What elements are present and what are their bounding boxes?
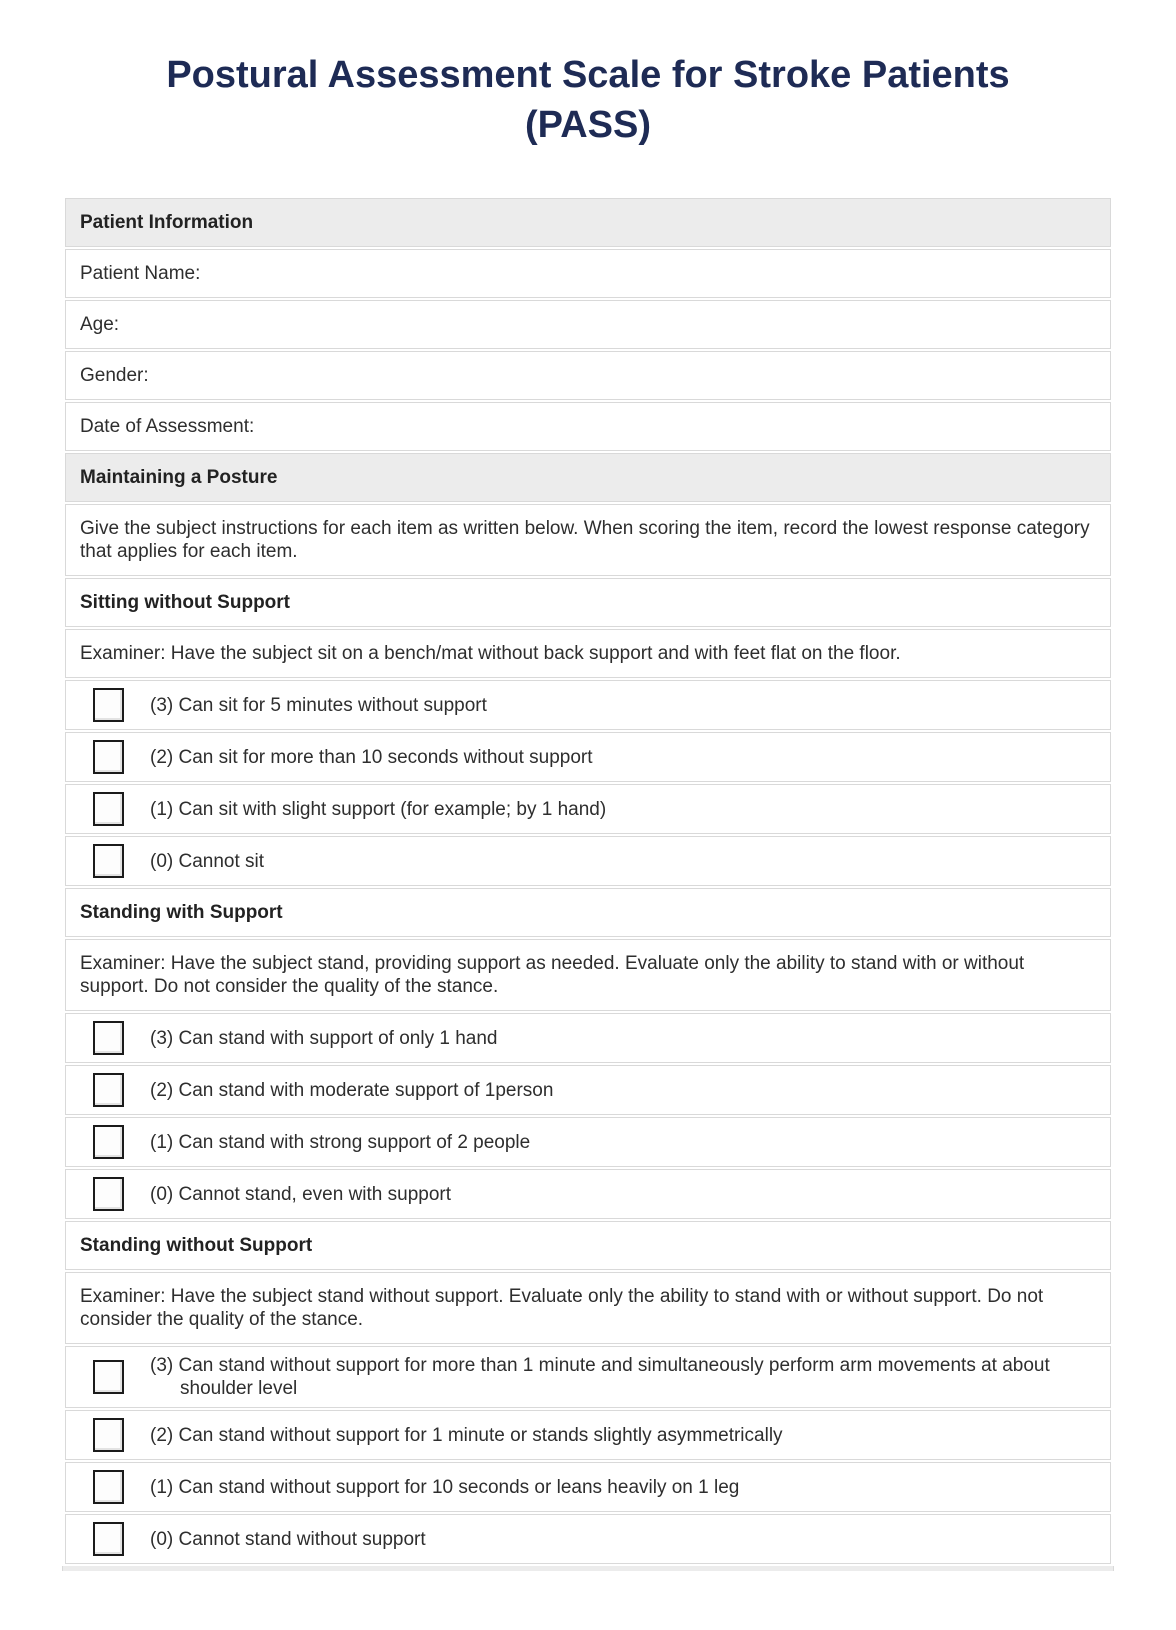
option-row <box>65 732 1111 782</box>
table-row <box>65 453 1111 502</box>
option-row <box>65 1013 1111 1063</box>
table-row <box>65 1013 1111 1063</box>
subsection-header-standing-without-support: Standing without Support <box>65 1221 1111 1270</box>
table-row <box>65 1346 1111 1408</box>
option-row <box>65 680 1111 730</box>
sitting-without-support-score-1-checkbox[interactable] <box>93 792 124 826</box>
table-row <box>65 1117 1111 1167</box>
examiner-instruction-sitting-without-support: Examiner: Have the subject sit on a bench/mat without back support and with feet flat on the floor. <box>65 629 1111 678</box>
table-row <box>65 300 1111 349</box>
section-header-maintaining-a-posture: Maintaining a Posture <box>65 453 1111 502</box>
table-row <box>65 939 1111 1011</box>
table-row <box>65 402 1111 451</box>
gender-field[interactable]: Gender: <box>65 351 1111 400</box>
sitting-without-support-score-0-checkbox[interactable] <box>93 844 124 878</box>
option-row <box>65 1514 1111 1564</box>
standing-without-support-score-1-checkbox[interactable] <box>93 1470 124 1504</box>
scoring-instructions-text: Give the subject instructions for each item as written below. When scoring the item, record the lowest response category that applies for each item. <box>65 504 1111 576</box>
option-label: (3) Can stand with support of only 1 hand <box>150 1027 498 1049</box>
table-row <box>65 1462 1111 1512</box>
option-label: (1) Can stand with strong support of 2 people <box>150 1131 531 1153</box>
page-title <box>83 50 1093 150</box>
table-row <box>65 249 1111 298</box>
table-row <box>65 1221 1111 1270</box>
examiner-instruction-standing-with-support: Examiner: Have the subject stand, providing support as needed. Evaluate only the ability to stand with or without support. Do not consider the quality of the stance. <box>65 939 1111 1011</box>
table-row <box>65 1272 1111 1344</box>
option-row <box>65 784 1111 834</box>
option-label: (3) Can sit for 5 minutes without support <box>150 694 487 716</box>
standing-without-support-score-2-checkbox[interactable] <box>93 1418 124 1452</box>
option-label: (2) Can stand without support for 1 minute or stands slightly asymmetrically <box>150 1424 783 1446</box>
next-section-partial-row <box>62 1566 1114 1571</box>
sitting-without-support-score-3-checkbox[interactable] <box>93 688 124 722</box>
option-row <box>65 1410 1111 1460</box>
option-row <box>65 1462 1111 1512</box>
table-row <box>65 732 1111 782</box>
date-of-assessment-field[interactable]: Date of Assessment: <box>65 402 1111 451</box>
table-row <box>65 504 1111 576</box>
option-row <box>65 1117 1111 1167</box>
page-title-line-1: Postural Assessment Scale for Stroke Patients <box>166 54 1010 96</box>
standing-with-support-score-0-checkbox[interactable] <box>93 1177 124 1211</box>
option-label: (3) Can stand without support for more than 1 minute and simultaneously perform arm movements at about shoulder level <box>150 1355 1050 1399</box>
table-row <box>65 888 1111 937</box>
examiner-instruction-standing-without-support: Examiner: Have the subject stand without support. Evaluate only the ability to stand with or without support. Do not consider the quality of the stance. <box>65 1272 1111 1344</box>
option-row <box>65 1169 1111 1219</box>
option-label: (1) Can stand without support for 10 seconds or leans heavily on 1 leg <box>150 1476 740 1498</box>
standing-without-support-score-0-checkbox[interactable] <box>93 1522 124 1556</box>
table-row <box>65 1514 1111 1564</box>
option-label: (2) Can stand with moderate support of 1person <box>150 1079 554 1101</box>
option-label: (0) Cannot sit <box>150 850 265 872</box>
standing-with-support-score-1-checkbox[interactable] <box>93 1125 124 1159</box>
section-header-patient-information: Patient Information <box>65 198 1111 247</box>
standing-with-support-score-2-checkbox[interactable] <box>93 1073 124 1107</box>
table-row <box>65 578 1111 627</box>
subsection-header-standing-with-support: Standing with Support <box>65 888 1111 937</box>
sitting-without-support-score-2-checkbox[interactable] <box>93 740 124 774</box>
pass-form-table <box>63 196 1113 1566</box>
option-label: (0) Cannot stand, even with support <box>150 1183 452 1205</box>
patient-name-field[interactable]: Patient Name: <box>65 249 1111 298</box>
option-row <box>65 836 1111 886</box>
table-row <box>65 784 1111 834</box>
page-title-line-2: (PASS) <box>525 104 651 146</box>
option-label: (2) Can sit for more than 10 seconds without support <box>150 746 593 768</box>
option-row <box>65 1065 1111 1115</box>
option-label: (0) Cannot stand without support <box>150 1528 426 1550</box>
standing-without-support-score-3-checkbox[interactable] <box>93 1360 124 1394</box>
table-row <box>65 836 1111 886</box>
table-row <box>65 351 1111 400</box>
standing-with-support-score-3-checkbox[interactable] <box>93 1021 124 1055</box>
table-row <box>65 1169 1111 1219</box>
option-label: (1) Can sit with slight support (for example; by 1 hand) <box>150 798 607 820</box>
table-row <box>65 680 1111 730</box>
table-row <box>65 1410 1111 1460</box>
age-field[interactable]: Age: <box>65 300 1111 349</box>
table-row <box>65 1065 1111 1115</box>
table-row <box>65 629 1111 678</box>
table-row <box>65 198 1111 247</box>
option-row <box>65 1346 1111 1408</box>
subsection-header-sitting-without-support: Sitting without Support <box>65 578 1111 627</box>
